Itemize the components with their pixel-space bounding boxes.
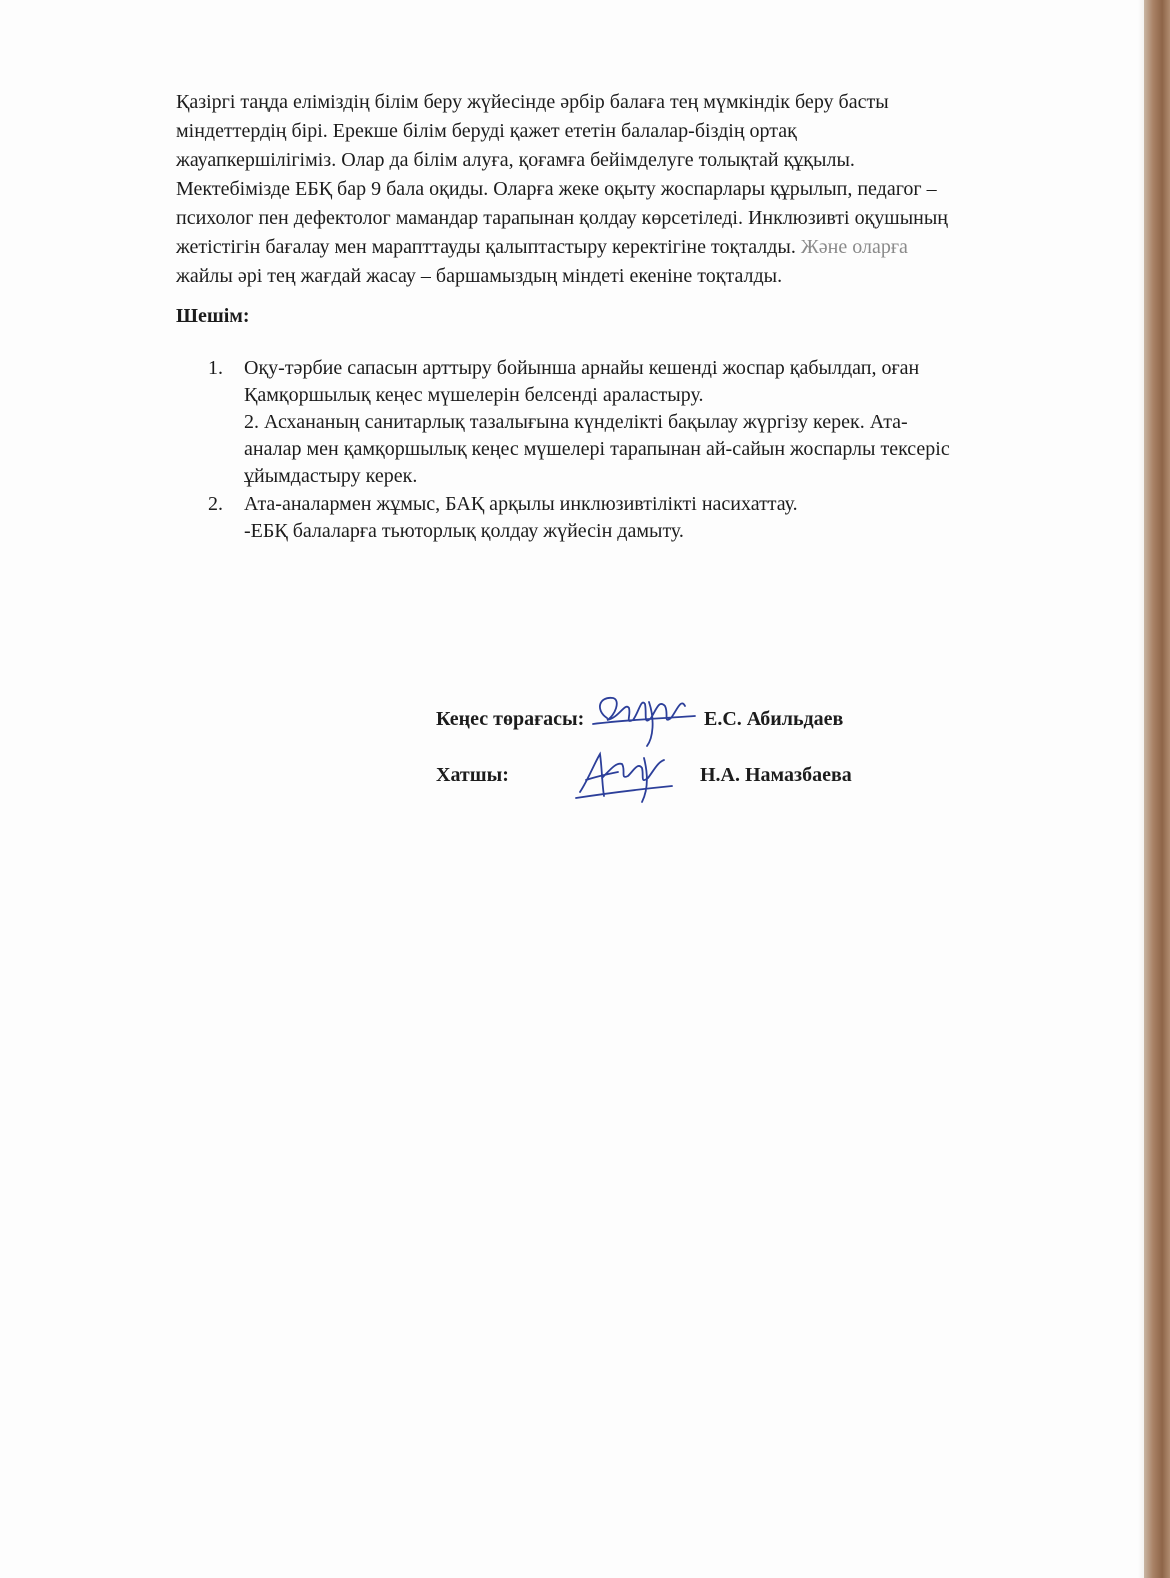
decision-heading: Шешім: <box>176 305 250 327</box>
decision-item-1 <box>208 355 1058 490</box>
decision-item-line: аналар мен қамқоршылық кеңес мүшелері тарапынан ай-сайын жоспарлы тексеріс <box>244 438 950 460</box>
secretary-signature-icon <box>572 740 682 810</box>
decision-item-line: Ата-аналармен жұмыс, БАҚ арқылы инклюзивтілікті насихаттау. <box>244 493 798 515</box>
decision-item-line: Оқу-тәрбие сапасын арттыру бойынша арнайы кешенді жоспар қабылдап, оған <box>244 357 920 379</box>
intro-line: жайлы әрі тең жағдай жасау – баршамыздың міндеті екеніне тоқталды. <box>176 265 783 287</box>
decision-item-line: ұйымдастыру керек. <box>244 465 418 487</box>
intro-line-faded: Және оларға <box>800 236 908 258</box>
secretary-name: Н.А. Намазбаева <box>700 764 852 786</box>
chair-role-label: Кеңес төрағасы: <box>436 708 585 730</box>
intro-line: психолог пен дефектолог мамандар тарапынан қолдау көрсетіледі. Инклюзивті оқушының <box>176 207 948 229</box>
intro-line: Қазіргі таңда еліміздің білім беру жүйесінде әрбір балаға тең мүмкіндік беру басты <box>176 91 889 113</box>
intro-paragraph <box>176 88 1056 291</box>
chair-name: Е.С. Абильдаев <box>704 708 844 730</box>
intro-line-with-faded <box>176 233 1056 262</box>
decision-item-number: 2. <box>208 493 223 515</box>
decision-item-line: Қамқоршылық кеңес мүшелерін белсенді араластыру. <box>244 384 704 406</box>
intro-line: міндеттердің бірі. Ерекше білім беруді қажет ететін балалар-біздің ортақ <box>176 120 797 142</box>
intro-line: Мектебімізде ЕБҚ бар 9 бала оқиды. Оларға жеке оқыту жоспарлары құрылып, педагог – <box>176 178 937 200</box>
secretary-role-label: Хатшы: <box>436 764 509 786</box>
decision-item-number: 1. <box>208 357 223 379</box>
decision-list <box>208 355 1058 546</box>
decision-item-line: -ЕБҚ балаларға тьюторлық қолдау жүйесін дамыту. <box>244 520 684 542</box>
intro-line-main: жетістігін бағалау мен марапттауды қалыптастыру керектігіне тоқталды. <box>176 236 801 258</box>
wooden-table-edge <box>1144 0 1170 1578</box>
intro-line: жауапкершілігіміз. Олар да білім алуға, қоғамға бейімделуге толықтай құқылы. <box>176 149 855 171</box>
decision-item-2 <box>208 491 1058 545</box>
decision-item-line: 2. Асхананың санитарлық тазалығына күнделікті бақылау жүргізу керек. Ата- <box>244 411 908 433</box>
